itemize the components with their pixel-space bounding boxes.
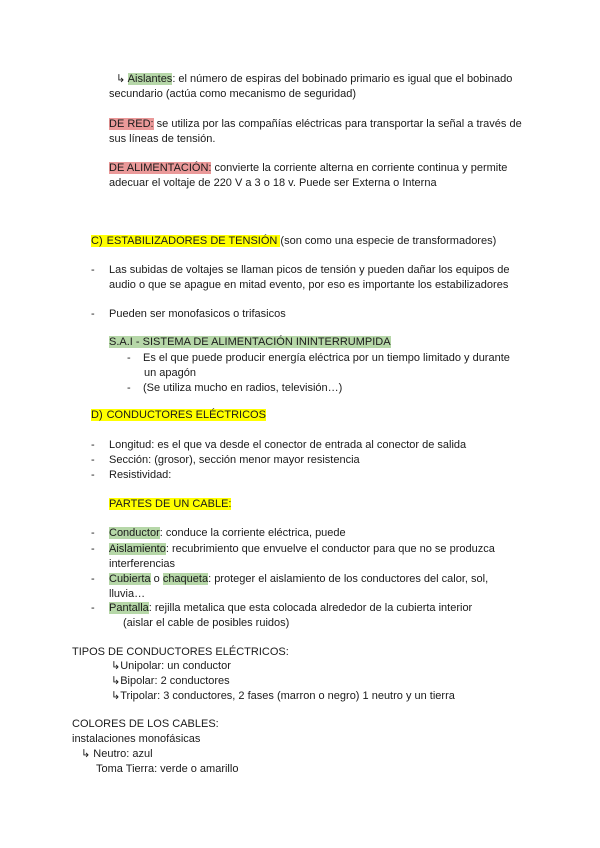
parte-cubierta-line-1 [91, 572, 488, 587]
arrow-icon: ↳ [116, 73, 126, 85]
section-c-suffix: (son como una especie de transformadores) [280, 235, 497, 247]
sai-item-1-line-1 [127, 351, 510, 366]
aislantes-line-2: secundario (actúa como mecanismo de seguridad) [109, 88, 357, 100]
conductor-text: : conduce la corriente eléctrica, puede [159, 527, 346, 539]
cubierta-mid: o [150, 573, 163, 585]
parte-conductor [91, 526, 346, 541]
aislamiento-term: Aislamiento [109, 543, 166, 555]
colores-subtitle: instalaciones monofásicas [72, 733, 201, 745]
section-c-letter: C) [91, 235, 103, 247]
parte-pantalla-line-2: (aislar el cable de posibles ruidos) [123, 617, 290, 629]
bullet-dash: - [91, 543, 95, 555]
chaqueta-term: chaqueta [162, 573, 209, 585]
tipos-item-bipolar: ↳Bipolar: 2 conductores [111, 675, 230, 687]
de-alimentacion-line-2: adecuar el voltaje de 220 V a 3 o 18 v. Puede ser Externa o Interna [109, 177, 437, 189]
sai-item-2 [127, 381, 342, 396]
partes-heading [109, 497, 231, 512]
bullet-dash: - [91, 439, 95, 451]
section-d-title: CONDUCTORES ELÉCTRICOS [103, 409, 266, 421]
sai-heading [109, 335, 391, 350]
tipos-item-unipolar: ↳Unipolar: un conductor [111, 660, 231, 672]
partes-title: PARTES DE UN CABLE: [109, 498, 232, 510]
cubierta-text: : proteger el aislamiento de los conductores del calor, sol, [208, 573, 489, 585]
cubierta-term: Cubierta [109, 573, 151, 585]
bullet-text: Pueden ser monofasicos o trifasicos [109, 308, 286, 320]
parte-aislamiento-line-2: interferencias [109, 558, 176, 570]
parte-pantalla-line-1 [91, 601, 472, 616]
bullet-dash: - [127, 382, 131, 394]
bullet-text: Sección: (grosor), sección menor mayor resistencia [109, 454, 360, 466]
bullet-text: Es el que puede producir energía eléctrica por un tiempo limitado y durante [143, 352, 510, 364]
bullet-text: Resistividad: [109, 469, 172, 481]
de-alimentacion-line-1 [109, 161, 507, 176]
section-d-bullet-1 [91, 438, 466, 453]
bullet-dash: - [91, 264, 95, 276]
de-red-line-2: sus líneas de tensión. [109, 133, 216, 145]
aislamiento-text: : recubrimiento que envuelve el conductor para que no se produzca [165, 543, 495, 555]
bullet-text: Longitud: es el que va desde el conector de entrada al conector de salida [109, 439, 467, 451]
colores-neutro: ↳ Neutro: azul [81, 748, 153, 760]
section-c-bullet-1-line-2: audio o que se apague en mitad evento, por eso es importante los estabilizadores [109, 279, 509, 291]
tipos-item-tripolar: ↳Tripolar: 3 conductores, 2 fases (marron o negro) 1 neutro y un tierra [111, 690, 455, 702]
de-red-term: DE RED: [109, 118, 154, 130]
bullet-dash: - [91, 454, 95, 466]
aislantes-text: : el número de espiras del bobinado primario es igual que el bobinado [172, 73, 513, 85]
bullet-text: (Se utiliza mucho en radios, televisión…) [143, 382, 343, 394]
section-c-bullet-1-line-1 [91, 263, 510, 278]
de-red-line-1 [109, 117, 522, 132]
bullet-text: Las subidas de voltajes se llaman picos de tensión y pueden dañar los equipos de [109, 264, 510, 276]
pantalla-text: : rejilla metalica que esta colocada alrededor de la cubierta interior [148, 602, 473, 614]
section-c-heading [91, 234, 496, 249]
bullet-dash: - [91, 602, 95, 614]
conductor-term: Conductor [109, 527, 160, 539]
aislantes-term: Aislantes [127, 73, 173, 85]
section-d-bullet-3 [91, 468, 171, 483]
parte-aislamiento-line-1 [91, 542, 495, 557]
tipos-title: TIPOS DE CONDUCTORES ELÉCTRICOS: [72, 646, 289, 658]
sai-item-1-line-2: un apagón [144, 367, 196, 379]
section-d-letter: D) [91, 409, 103, 421]
bullet-dash: - [91, 469, 95, 481]
de-alimentacion-text: convierte la corriente alterna en corriente continua y permite [211, 162, 508, 174]
aislantes-line-1 [116, 72, 512, 87]
bullet-dash: - [91, 573, 95, 585]
section-c-bullet-2 [91, 307, 286, 322]
bullet-dash: - [91, 527, 95, 539]
de-alimentacion-term: DE ALIMENTACIÓN: [109, 162, 212, 174]
bullet-dash: - [91, 308, 95, 320]
section-d-bullet-2 [91, 453, 360, 468]
pantalla-term: Pantalla [109, 602, 149, 614]
sai-title: S.A.I - SISTEMA DE ALIMENTACIÓN ININTERRUMPIDA [109, 336, 391, 348]
colores-tierra: Toma Tierra: verde o amarillo [96, 763, 239, 775]
de-red-text: se utiliza por las compañías eléctricas para transportar la señal a través de [153, 118, 522, 130]
parte-cubierta-line-2: lluvia… [109, 588, 146, 600]
section-d-heading [91, 408, 266, 423]
section-c-title: ESTABILIZADORES DE TENSIÓN [103, 235, 281, 247]
bullet-dash: - [127, 352, 131, 364]
colores-title: COLORES DE LOS CABLES: [72, 718, 219, 730]
